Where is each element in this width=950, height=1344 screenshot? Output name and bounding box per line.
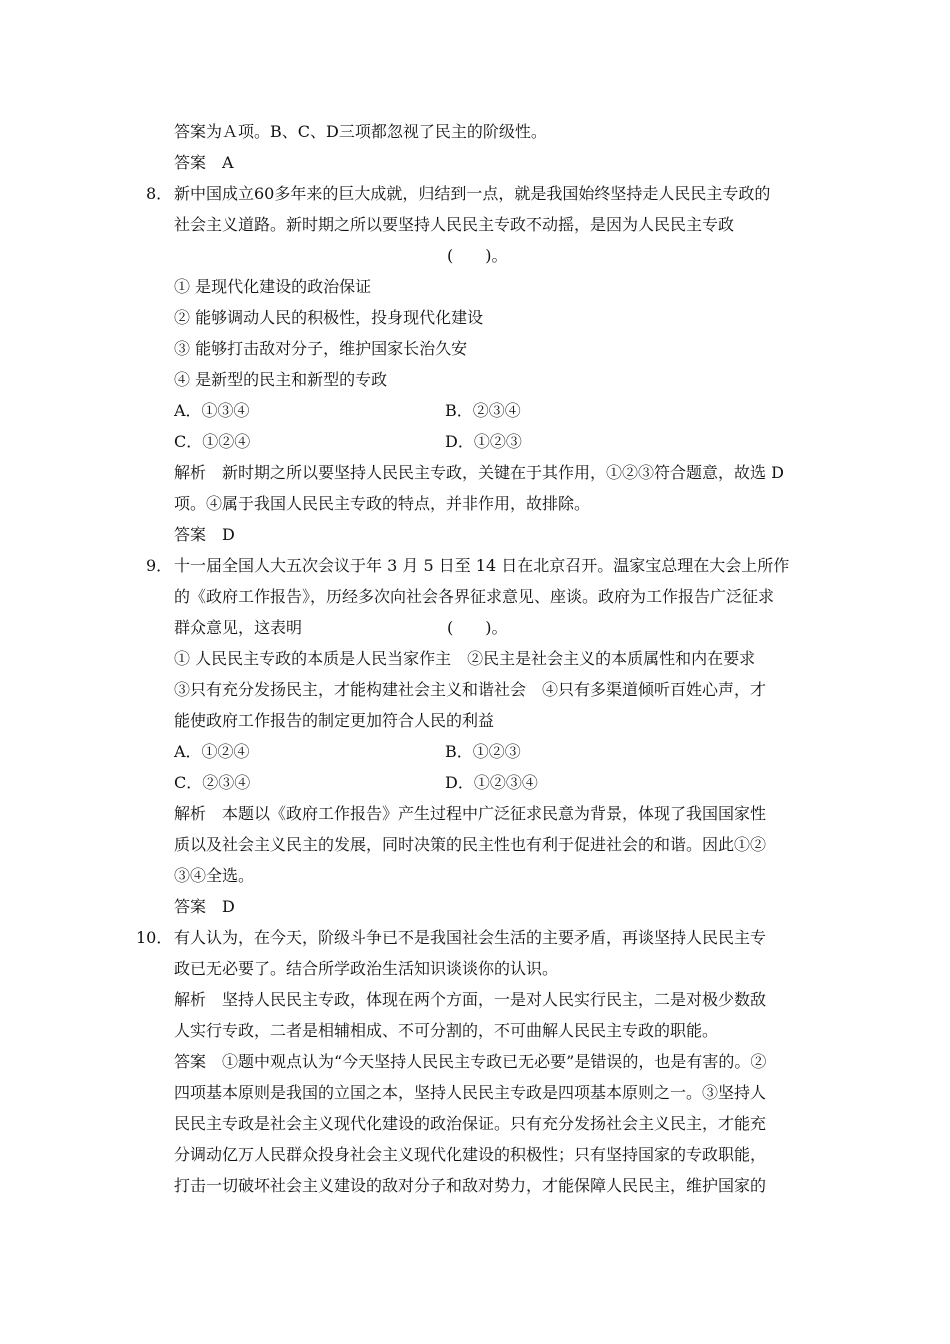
q8-item-2: ② 能够调动人民的积极性，投身现代化建设 xyxy=(174,308,484,327)
q9-analysis-line-1: 解析 本题以《政府工作报告》产生过程中广泛征求民意为背景，体现了我国国家性 xyxy=(174,804,767,823)
q8-paren: ( )。 xyxy=(447,246,508,265)
q8-number: 8． xyxy=(146,184,173,203)
q9-items-line-1: ① 人民民主专政的本质是人民当家作主 ②民主是社会主义的本质属性和内在要求 xyxy=(174,649,756,668)
q10-answer-line-3: 民民主专政是社会主义现代化建设的政治保证。只有充分发扬社会主义民主，才能充 xyxy=(174,1114,767,1133)
q9-option-a: A．①②④ xyxy=(174,742,250,761)
q9-items-line-2: ③只有充分发扬民主，才能构建社会主义和谐社会 ④只有多渠道倾听百姓心声，才 xyxy=(174,680,767,699)
prev-answer: 答案 A xyxy=(174,153,234,172)
q9-stem-line-3: 群众意见，这表明 xyxy=(174,618,303,637)
q8-option-c: C．①②④ xyxy=(174,432,251,451)
q8-stem-line-2: 社会主义道路。新时期之所以要坚持人民民主专政不动摇，是因为人民民主专政 xyxy=(174,215,735,234)
q10-answer-line-5: 打击一切破坏社会主义建设的敌对分子和敌对势力，才能保障人民民主，维护国家的 xyxy=(174,1176,767,1195)
q8-analysis-line-2: 项。④属于我国人民民主专政的特点，并非作用，故排除。 xyxy=(174,494,591,513)
q9-paren: ( )。 xyxy=(447,618,508,637)
q10-stem-line-2: 政已无必要了。结合所学政治生活知识谈谈你的认识。 xyxy=(174,959,559,978)
q8-option-d: D．①②③ xyxy=(445,432,522,451)
q9-number: 9． xyxy=(146,556,173,575)
q10-answer-line-4: 分调动亿万人民群众投身社会主义现代化建设的积极性；只有坚持国家的专政职能， xyxy=(174,1145,767,1164)
q8-option-a: A．①③④ xyxy=(174,401,250,420)
q9-answer: 答案 D xyxy=(174,897,235,916)
q8-analysis-line-1: 解析 新时期之所以要坚持人民民主专政，关键在于其作用，①②③符合题意，故选 D xyxy=(174,463,784,482)
q8-item-3: ③ 能够打击敌对分子，维护国家长治久安 xyxy=(174,339,468,358)
q10-number: 10． xyxy=(136,928,173,947)
q9-stem-line-2: 的《政府工作报告》，历经多次向社会各界征求意见、座谈。政府为工作报告广泛征求 xyxy=(174,587,775,606)
q9-analysis-line-2: 质以及社会主义民主的发展，同时决策的民主性也有利于促进社会的和谐。因此①② xyxy=(174,835,767,854)
q9-option-c: C．②③④ xyxy=(174,773,251,792)
q10-stem-line-1: 有人认为，在今天，阶级斗争已不是我国社会生活的主要矛盾，再谈坚持人民民主专 xyxy=(174,928,767,947)
q8-answer: 答案 D xyxy=(174,525,235,544)
q9-option-b: B．①②③ xyxy=(445,742,521,761)
q8-item-4: ④ 是新型的民主和新型的专政 xyxy=(174,370,388,389)
q8-stem-line-1: 新中国成立60多年来的巨大成就，归结到一点，就是我国始终坚持走人民民主专政的 xyxy=(174,184,771,203)
q10-answer-line-2: 四项基本原则是我国的立国之本，坚持人民民主专政是四项基本原则之一。③坚持人 xyxy=(174,1083,767,1102)
q10-analysis-line-1: 解析 坚持人民民主专政，体现在两个方面，一是对人民实行民主，二是对极少数敌 xyxy=(174,990,767,1009)
q9-items-line-3: 能使政府工作报告的制定更加符合人民的利益 xyxy=(174,711,495,730)
q8-item-1: ① 是现代化建设的政治保证 xyxy=(174,277,372,296)
q9-analysis-line-3: ③④全选。 xyxy=(174,866,255,885)
prev-answer-text: 答案为Ａ项。B、C、D三项都忽视了民主的阶级性。 xyxy=(174,122,547,141)
q10-analysis-line-2: 人实行专政，二者是相辅相成、不可分割的，不可曲解人民民主专政的职能。 xyxy=(174,1021,719,1040)
q8-option-b: B．②③④ xyxy=(445,401,521,420)
q9-stem-line-1: 十一届全国人大五次会议于年 3 月 5 日至 14 日在北京召开。温家宝总理在大会上所作 xyxy=(174,556,790,575)
q10-answer-line-1: 答案 ①题中观点认为“今天坚持人民民主专政已无必要”是错误的，也是有害的。② xyxy=(174,1052,767,1071)
q9-option-d: D．①②③④ xyxy=(445,773,538,792)
